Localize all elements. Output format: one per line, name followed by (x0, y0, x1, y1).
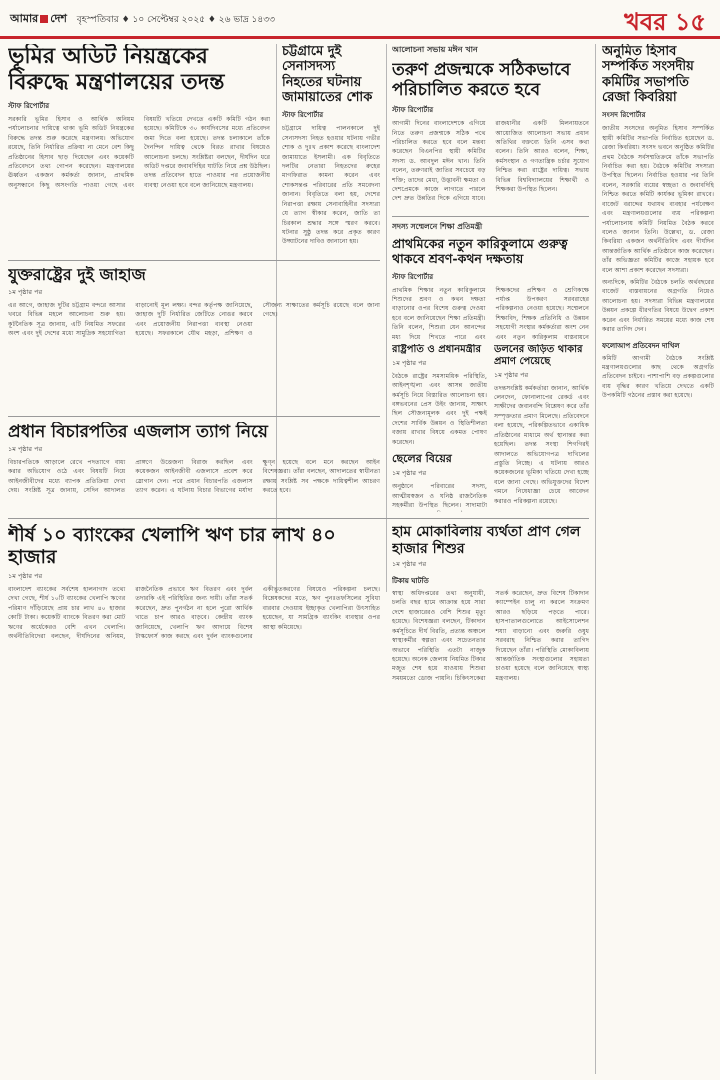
dateline: ১ম পৃষ্ঠার পর (392, 469, 427, 478)
subheading: ফলোআপ প্রতিবেদন দাখিল (602, 341, 680, 350)
headline: ডলনের জড়িত থাকার প্রমাণ পেয়েছে (494, 344, 583, 367)
article-body: বিচারপতিকে আড়ালে রেখে পদত্যাগে বাধ্য করার অভিযোগ ওঠে এবং বিষয়টি নিয়ে আইনজীবীদের মধ্যে ব্যাপক প্রতিক্রিয়া দেখা দেয়। সংশ্লিষ্ট সূত্র জানায়, সেদিন আদালত প্রাঙ্গণে উত্তেজনা বিরাজ করছিল এবং কয়েকজন আইনজীবী এজলাসে প্রবেশ করে স্লোগান দেন। পরে প্রধান বিচারপতি এজলাস ত্যাগ করেন। এ ঘটনায় বিচার বিভাগের মর্যাদা ক্ষুণ্ন হয়েছে বলে মনে করছেন আইন বিশেষজ্ঞরা। তাঁরা বলছেন, আদালতের স্বাধীনতা রক্ষায় সংশ্লিষ্ট সব পক্ষকে দায়িত্বশীল আচরণ করতে হবে। (8, 459, 380, 495)
headline: ছেলের বিয়ের (392, 452, 452, 466)
column-divider (386, 44, 387, 592)
masthead (0, 0, 720, 38)
byline: স্টাফ রিপোর্টার (392, 272, 434, 281)
dateline: ১ম পৃষ্ঠার পর (8, 287, 43, 296)
issue-date: বৃহস্পতিবার ♦ ১০ সেপ্টেম্বর ২০২৫ ♦ ২৬ ভাদ্র ১৪৩৩ (76, 15, 275, 25)
story-divider (8, 518, 589, 519)
story-divider (392, 216, 589, 217)
headline: প্রধান বিচারপতির এজলাস ত্যাগ নিয়ে (8, 422, 268, 442)
kicker: সদস্য সম্মেলনে শিক্ষা প্রতিমন্ত্রী (392, 222, 483, 231)
dateline: ১ম পৃষ্ঠার পর (494, 370, 529, 379)
headline: তরুণ প্রজন্মকে সঠিকভাবে পরিচালিত করতে হবে (392, 60, 571, 101)
story-divider (8, 260, 380, 261)
subheading: টিকায় ঘাটতি (392, 577, 429, 586)
article-body: অন্যদিকে, কমিটির বৈঠকে চলতি অর্থবছরের বাজেট বাস্তবায়নের অগ্রগতি নিয়েও আলোচনা হয়। সদস্যরা বিভিন্ন মন্ত্রণালয়ের উন্নয়ন প্রকল্পে ধীরগতির বিষয়ে উদ্বেগ প্রকাশ করেন এবং নির্ধারিত সময়ের মধ্যে কাজ শেষ করার তাগিদ দেন। (602, 279, 714, 334)
logo-square-icon (40, 15, 48, 23)
headline: রাষ্ট্রপতি ও প্রধানমন্ত্রীর (392, 344, 482, 355)
headline: অনুমিত হিসাব সম্পর্কিত সংসদীয় কমিটির সভাপতি রেজা কিবরিয়া (602, 44, 694, 105)
story-dolon (494, 344, 589, 512)
dateline: ১ম পৃষ্ঠার পর (392, 358, 427, 367)
article-body: স্বাস্থ্য অধিদপ্তরের তথ্য অনুযায়ী, চলতি বছর হামে আক্রান্ত হয়ে সারা দেশে হাজারেরও বেশি শিশুর মৃত্যু হয়েছে। বিশেষজ্ঞরা বলছেন, টিকাদান কর্মসূচিতে দীর্ঘ বিরতি, প্রত্যন্ত অঞ্চলে স্বাস্থ্যকর্মীর স্বল্পতা এবং সচেতনতার অভাবে পরিস্থিতি এতটা নাজুক হয়েছে। অনেক জেলায় নিয়মিত টিকার মজুত শেষ হয়ে যাওয়ায় শিশুরা সময়মতো ডোজ পায়নি। চিকিৎসকেরা সতর্ক করেছেন, দ্রুত বিশেষ টিকাদান ক্যাম্পেইন চালু না করলে সংক্রমণ আরও ছড়িয়ে পড়তে পারে। হাসপাতালগুলোতে আইসোলেশন শয্যা বাড়ানো এবং জরুরি ওষুধ সরবরাহ নিশ্চিত করার তাগিদ দিয়েছেন তাঁরা। পরিস্থিতি মোকাবিলায় আন্তর্জাতিক সংস্থাগুলোর সহায়তা চাওয়া হয়েছে বলে জানিয়েছে স্বাস্থ্য মন্ত্রণালয়। (392, 590, 589, 682)
dateline: ১ম পৃষ্ঠার পর (8, 571, 43, 580)
story-youth (392, 44, 589, 212)
logo-text-right: দেশ (50, 12, 67, 25)
story-president-pm (392, 344, 487, 512)
story-usa-ships (8, 266, 380, 412)
article-body: তদন্তসংশ্লিষ্ট কর্মকর্তারা জানান, আর্থিক লেনদেন, ফোনালাপের রেকর্ড এবং সাক্ষীদের জবানবন্দি বিশ্লেষণ করে তাঁর সম্পৃক্ততার প্রমাণ মিলেছে। প্রতিবেদনে বলা হয়েছে, পরিকল্পিতভাবে একাধিক প্রতিষ্ঠানের মাধ্যমে অর্থ স্থানান্তর করা হয়েছিল। তদন্ত সংস্থা শিগগিরই আদালতে অভিযোগপত্র দাখিলের প্রস্তুতি নিচ্ছে। এ ঘটনায় আরও কয়েকজনের ভূমিকা খতিয়ে দেখা হচ্ছে বলে জানা গেছে। অভিযুক্তদের বিদেশ গমনে নিষেধাজ্ঞা চেয়ে আবেদন করারও পরিকল্পনা রয়েছে। (494, 384, 589, 505)
story-bank-default (8, 524, 380, 1074)
article-body: চট্টগ্রামে দায়িত্ব পালনকালে দুই সেনাসদস্য নিহত হওয়ার ঘটনায় গভীর শোক ও দুঃখ প্রকাশ করেছে বাংলাদেশ জামায়াতে ইসলামী। এক বিবৃতিতে দলটির নেতারা নিহতদের রুহের মাগফিরাত কামনা করেন এবং শোকসন্তপ্ত পরিবারের প্রতি সমবেদনা জানান। বিবৃতিতে বলা হয়, দেশের নিরাপত্তা রক্ষায় সেনাবাহিনীর সদস্যরা যে ত্যাগ স্বীকার করেন, জাতি তা চিরকাল শ্রদ্ধার সঙ্গে স্মরণ করবে। ঘটনার সুষ্ঠু তদন্ত করে প্রকৃত কারণ উদ্ঘাটনের দাবিও জানানো হয়। (282, 125, 380, 246)
logo-text-left: আমার (10, 12, 39, 25)
newspaper-logo (10, 10, 275, 29)
headline: চট্টগ্রামে দুই সেনাসদস্য নিহতের ঘটনায় জামায়াতের শোক (282, 44, 373, 105)
headline: হাম মোকাবিলায় ব্যর্থতা প্রাণ গেল হাজার শিশুর (392, 524, 581, 557)
story-education (392, 222, 589, 340)
dateline: ১ম পৃষ্ঠার পর (8, 445, 43, 454)
byline: স্টাফ রিপোর্টার (8, 101, 50, 110)
article-body: কমিটি আগামী বৈঠকে সংশ্লিষ্ট মন্ত্রণালয়গুলোর কাছ থেকে অগ্রগতি প্রতিবেদন চাইবে। পাশাপাশি বড় প্রকল্পগুলোর ব্যয় বৃদ্ধির কারণ খতিয়ে দেখতে একটি উপকমিটি গঠনের প্রস্তাব করা হয়েছে। (602, 354, 714, 400)
headline: যুক্তরাষ্ট্রের দুই জাহাজ (8, 266, 146, 284)
headline: শীর্ষ ১০ ব্যাংকের খেলাপি ঋণ চার লাখ ৪০ হাজার (8, 524, 336, 569)
article-body: অনুষ্ঠানে পরিবারের সদস্য, আত্মীয়স্বজন ও ঘনিষ্ঠ রাজনৈতিক সহকর্মীরা উপস্থিত ছিলেন। সাদামাটা (392, 483, 487, 509)
column-divider (595, 44, 596, 1074)
story-audit (8, 44, 270, 256)
headline: ভূমির অডিট নিয়ন্ত্রকের বিরুদ্ধে মন্ত্রণালয়ের তদন্ত (8, 44, 225, 95)
article-body: বৈঠকে রাষ্ট্রের সমসাময়িক পরিস্থিতি, আইনশৃঙ্খলা এবং আসন্ন জাতীয় কর্মসূচি নিয়ে বিস্তারিত আলোচনা হয়। বঙ্গভবনের প্রেস উইং জানায়, সাক্ষাৎ ছিল সৌজন্যমূলক এবং দুই পক্ষই দেশের সার্বিক উন্নয়ন ও স্থিতিশীলতা বজায় রাখার বিষয়ে একমত পোষণ করেছেন। (392, 372, 487, 446)
masthead-rule (0, 36, 720, 39)
byline: সংসদ রিপোর্টার (602, 111, 646, 120)
story-chattogram (282, 44, 380, 256)
byline: স্টাফ রিপোর্টার (282, 111, 324, 120)
story-divider (8, 416, 380, 417)
article-body: আগামী দিনের বাংলাদেশকে এগিয়ে নিতে তরুণ প্রজন্মকে সঠিক পথে পরিচালিত করতে হবে বলে মন্তব্য করেছেন বিএনপির স্থায়ী কমিটির সদস্য ড. আবদুল মঈন খান। তিনি বলেন, তরুণরাই জাতির সবচেয়ে বড় শক্তি; তাদের মেধা, উদ্ভাবনী ক্ষমতা ও দেশপ্রেমকে কাজে লাগাতে পারলে দেশ দ্রুত উন্নতির দিকে এগিয়ে যাবে। রাজধানীর একটি মিলনায়তনে আয়োজিত আলোচনা সভায় প্রধান অতিথির বক্তব্যে তিনি এসব কথা বলেন। তিনি আরও বলেন, শিক্ষা, কর্মসংস্থান ও গণতান্ত্রিক চর্চার সুযোগ নিশ্চিত করা রাষ্ট্রের দায়িত্ব। সভায় বিভিন্ন বিশ্ববিদ্যালয়ের শিক্ষার্থী ও শিক্ষকরা উপস্থিত ছিলেন। (392, 120, 589, 203)
article-body: এর আগে, জাহাজ দুটির চট্টগ্রাম বন্দরে আসার খবরে বিভিন্ন মহলে আলোচনা শুরু হয়। কূটনৈতিক সূত্র জানায়, এটি নিয়মিত সফরের অংশ এবং দুই দেশের মধ্যে সামুদ্রিক সহযোগিতা বাড়ানোই মূল লক্ষ্য। বন্দর কর্তৃপক্ষ জানিয়েছে, জাহাজ দুটি নির্ধারিত জেটিতে নোঙর করবে এবং প্রয়োজনীয় নিরাপত্তা ব্যবস্থা নেওয়া হয়েছে। সফরকালে যৌথ মহড়া, প্রশিক্ষণ ও সৌজন্য সাক্ষাতের কর্মসূচি রয়েছে বলে জানা গেছে। (8, 301, 380, 338)
article-body: বাংলাদেশ ব্যাংকের সর্বশেষ হালনাগাদ তথ্যে দেখা গেছে, শীর্ষ ১০টি ব্যাংকের খেলাপি ঋণের পরিমাণ দাঁড়িয়েছে প্রায় চার লাখ ৪০ হাজার কোটি টাকা। কয়েকটি ব্যাংকে বিতরণ করা মোট ঋণের অর্ধেকেরও বেশি এখন খেলাপি। অর্থনীতিবিদেরা বলছেন, দীর্ঘদিনের অনিয়ম, রাজনৈতিক প্রভাবে ঋণ বিতরণ এবং দুর্বল তদারকি এই পরিস্থিতির জন্য দায়ী। তাঁরা সতর্ক করেছেন, দ্রুত পুনর্গঠন না হলে পুরো আর্থিক খাতে চাপ আরও বাড়বে। কেন্দ্রীয় ব্যাংক জানিয়েছে, খেলাপি ঋণ আদায়ে বিশেষ টাস্কফোর্স কাজ করছে এবং দুর্বল ব্যাংকগুলোর একীভূতকরণের বিষয়েও পরিকল্পনা চলছে। বিশ্লেষকদের মতে, ঋণ পুনঃতফসিলের সুবিধা বারবার দেওয়ায় ইচ্ছাকৃত খেলাপিরা উৎসাহিত হয়েছেন, যা সামগ্রিক ব্যাংকিং ব্যবস্থার ওপর আস্থা কমিয়েছে। (8, 585, 380, 640)
byline: স্টাফ রিপোর্টার (392, 106, 434, 115)
kicker: আলোচনা সভায় মঈন খান (392, 45, 478, 54)
article-body: সরকারি ভূমির হিসাব ও আর্থিক অনিয়ম পর্যালোচনার দায়িত্বে থাকা ভূমি অডিট নিয়ন্ত্রকের বিরুদ্ধে তদন্ত শুরু করেছে মন্ত্রণালয়। অভিযোগ রয়েছে, তিনি নির্ধারিত প্রক্রিয়া না মেনে বেশ কিছু প্রতিষ্ঠানের হিসাব ছাড় দিয়েছেন এবং কয়েকটি প্রতিবেদনে তথ্য গোপন করেছেন। মন্ত্রণালয়ের ঊর্ধ্বতন একজন কর্মকর্তা জানান, প্রাথমিক অনুসন্ধানে কিছু অসংগতি পাওয়া গেছে এবং বিষয়টি খতিয়ে দেখতে একটি কমিটি গঠন করা হয়েছে। কমিটিকে ৩০ কার্যদিবসের মধ্যে প্রতিবেদন জমা দিতে বলা হয়েছে। তদন্ত চলাকালে তাঁকে দৈনন্দিন দায়িত্ব থেকে বিরত রাখার বিষয়েও আলোচনা চলছে। সংশ্লিষ্টরা বলছেন, দীর্ঘদিন ধরে অডিট দপ্তরে জবাবদিহির ঘাটতি নিয়ে প্রশ্ন উঠছিল। তদন্ত প্রতিবেদন হাতে পাওয়ার পর প্রয়োজনীয় ব্যবস্থা নেওয়া হবে বলে জানিয়েছে মন্ত্রণালয়। (8, 115, 270, 189)
story-chief-justice (8, 422, 380, 514)
story-committee (602, 44, 714, 1074)
headline: প্রাথমিকের নতুন কারিকুলামে গুরুত্ব থাকবে শ্রবণ-কথন দক্ষতায় (392, 236, 568, 266)
article-body: প্রাথমিক শিক্ষার নতুন কারিকুলামে শিশুদের শ্রবণ ও কথন দক্ষতা বাড়ানোর ওপর বিশেষ গুরুত্ব দেওয়া হবে বলে জানিয়েছেন শিক্ষা প্রতিমন্ত্রী। তিনি বলেন, শিশুরা যেন আনন্দের মধ্য দিয়ে শিখতে পারে এবং শিক্ষকদের প্রশিক্ষণ ও শ্রেণিকক্ষে পর্যাপ্ত উপকরণ সরবরাহের পরিকল্পনাও নেওয়া হয়েছে। সম্মেলনে শিক্ষাবিদ, শিক্ষক প্রতিনিধি ও উন্নয়ন সহযোগী সংস্থার কর্মকর্তারা অংশ নেন এবং নতুন কারিকুলাম বাস্তবায়নে (392, 286, 589, 340)
section-page-title: খবর ১৫ (624, 8, 706, 36)
article-body: জাতীয় সংসদের অনুমিত হিসাব সম্পর্কিত স্থায়ী কমিটির সভাপতি নির্বাচিত হয়েছেন ড. রেজা কিবরিয়া। সংসদ ভবনে অনুষ্ঠিত কমিটির প্রথম বৈঠকে সর্বসম্মতিক্রমে তাঁকে সভাপতি নির্বাচিত করা হয়। বৈঠকে কমিটির সদস্যরা উপস্থিত ছিলেন। নির্বাচিত হওয়ার পর তিনি বলেন, সরকারি ব্যয়ের স্বচ্ছতা ও জবাবদিহি নিশ্চিত করতে কমিটি কার্যকর ভূমিকা রাখবে। বাজেট বরাদ্দের যথাযথ ব্যবহার পর্যবেক্ষণ এবং মন্ত্রণালয়গুলোর ব্যয় পরিকল্পনা পর্যালোচনায় কমিটি নিয়মিত বৈঠক করবে বলেও জানান তিনি। উল্লেখ্য, ড. রেজা কিবরিয়া একজন অর্থনীতিবিদ এবং দীর্ঘদিন আন্তর্জাতিক আর্থিক প্রতিষ্ঠানে কাজ করেছেন। তাঁর অভিজ্ঞতা কমিটির কাজে সহায়ক হবে বলে আশা প্রকাশ করেছেন সদস্যরা। (602, 125, 714, 274)
dateline: ১ম পৃষ্ঠার পর (392, 560, 427, 569)
story-measles (392, 524, 589, 1074)
